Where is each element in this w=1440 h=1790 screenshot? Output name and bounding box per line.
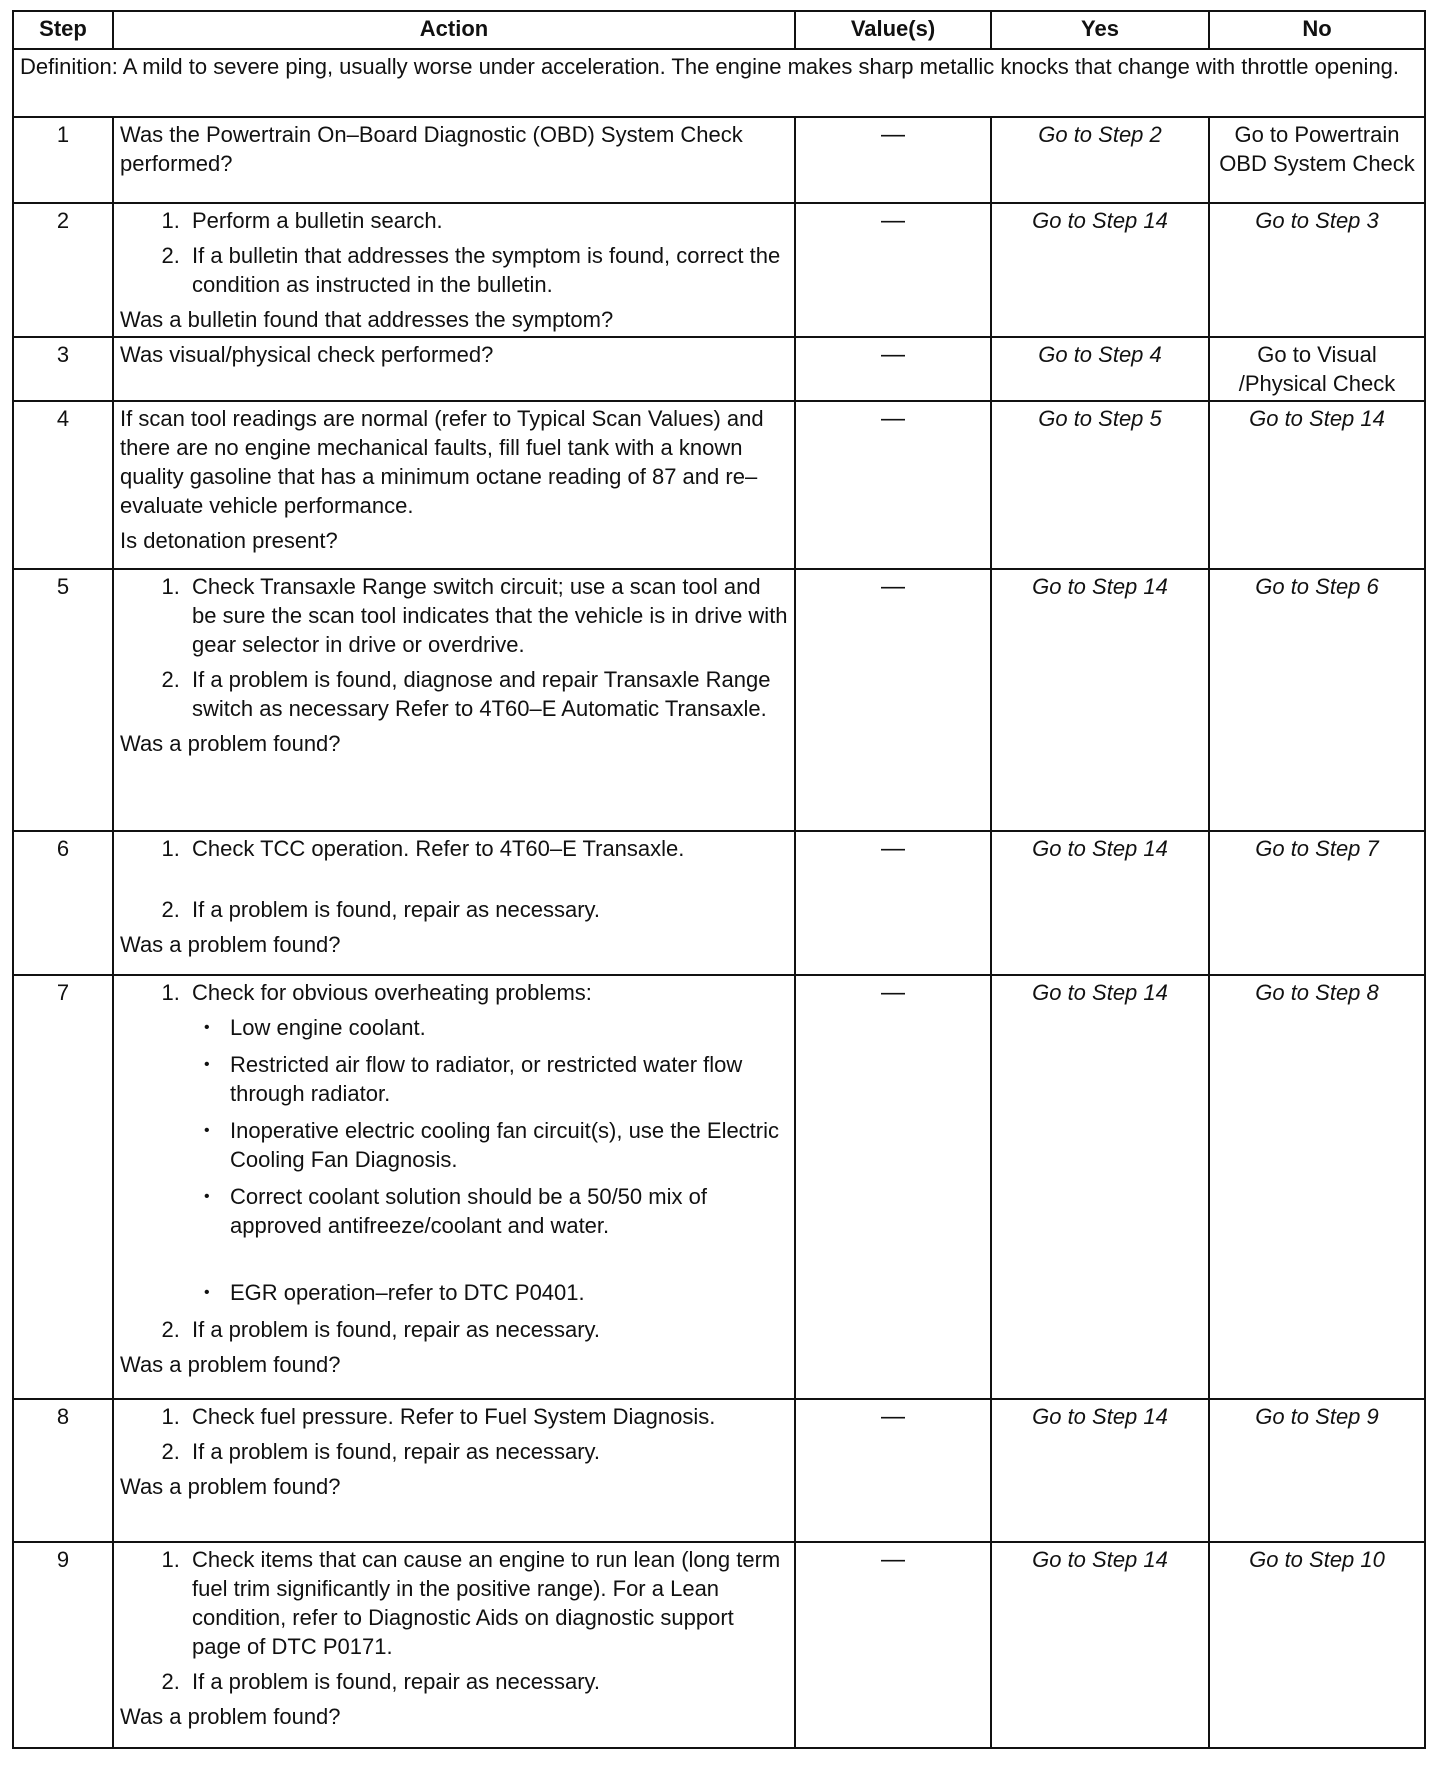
value-cell: — (795, 975, 991, 1399)
action-question: Was a problem found? (120, 1352, 341, 1377)
action-step: 2. If a problem is found, repair as necessary. (186, 1315, 788, 1344)
bullet-list (192, 1013, 788, 1307)
no-cell: Go to Step 3 (1209, 203, 1425, 337)
header-step: Step (13, 11, 113, 49)
value-cell: — (795, 401, 991, 569)
action-step: 2. If a problem is found, diagnose and repair Transaxle Range switch as necessary Refer to 4T60–E Automatic Transaxle. (186, 665, 788, 723)
table-row (13, 401, 1425, 569)
action-steps (120, 1402, 788, 1466)
action-question: Was a bulletin found that addresses the symptom? (120, 307, 614, 332)
action-cell (113, 1542, 795, 1748)
yes-cell: Go to Step 14 (991, 831, 1209, 975)
no-cell: Go to Step 9 (1209, 1399, 1425, 1542)
table-row (13, 1399, 1425, 1542)
value-cell: — (795, 203, 991, 337)
action-question: Is detonation present? (120, 528, 338, 553)
yes-cell: Go to Step 14 (991, 1399, 1209, 1542)
action-step: 1. Check fuel pressure. Refer to Fuel System Diagnosis. (186, 1402, 788, 1431)
step-number: 9 (13, 1542, 113, 1748)
header-yes: Yes (991, 11, 1209, 49)
value-cell: — (795, 117, 991, 203)
step-number: 2 (13, 203, 113, 337)
bullet-item: • Low engine coolant. (226, 1013, 788, 1042)
action-step: 1. Check TCC operation. Refer to 4T60–E Transaxle. (186, 834, 788, 863)
action-steps (120, 978, 788, 1344)
action-cell (113, 975, 795, 1399)
step-number: 5 (13, 569, 113, 831)
action-cell (113, 337, 795, 401)
action-cell (113, 1399, 795, 1542)
action-text: Was the Powertrain On–Board Diagnostic (OBD) System Check performed? (120, 122, 743, 176)
yes-cell: Go to Step 4 (991, 337, 1209, 401)
yes-cell: Go to Step 14 (991, 569, 1209, 831)
action-cell (113, 401, 795, 569)
step-number: 3 (13, 337, 113, 401)
header-values: Value(s) (795, 11, 991, 49)
no-cell: Go to Step 10 (1209, 1542, 1425, 1748)
diagnostic-table (12, 10, 1426, 1749)
table-row (13, 831, 1425, 975)
table-row (13, 569, 1425, 831)
table-row (13, 975, 1425, 1399)
table-row (13, 1542, 1425, 1748)
yes-cell: Go to Step 14 (991, 1542, 1209, 1748)
yes-cell: Go to Step 14 (991, 975, 1209, 1399)
action-cell (113, 569, 795, 831)
action-cell (113, 203, 795, 337)
action-steps (120, 1545, 788, 1696)
bullet-item: • Correct coolant solution should be a 50/50 mix of approved antifreeze/coolant and water. (226, 1182, 788, 1240)
action-step: 1. Check Transaxle Range switch circuit; use a scan tool and be sure the scan tool indicates that the vehicle is in drive with gear selector in drive or overdrive. (186, 572, 788, 659)
header-action: Action (113, 11, 795, 49)
yes-cell: Go to Step 14 (991, 203, 1209, 337)
value-cell: — (795, 569, 991, 831)
bullet-item: • EGR operation–refer to DTC P0401. (226, 1278, 788, 1307)
header-no: No (1209, 11, 1425, 49)
bullet-item: • Inoperative electric cooling fan circuit(s), use the Electric Cooling Fan Diagnosis. (226, 1116, 788, 1174)
value-cell: — (795, 831, 991, 975)
value-cell: — (795, 337, 991, 401)
action-steps (120, 572, 788, 723)
action-cell (113, 831, 795, 975)
header-row (13, 11, 1425, 49)
no-cell: Go to Step 6 (1209, 569, 1425, 831)
yes-cell: Go to Step 5 (991, 401, 1209, 569)
action-step (186, 978, 788, 1307)
action-step: 2. If a problem is found, repair as necessary. (186, 895, 788, 924)
table-row (13, 203, 1425, 337)
action-step-text: Check for obvious overheating problems: (192, 980, 592, 1005)
definition-text: Definition: A mild to severe ping, usually worse under acceleration. The engine makes sharp metallic knocks that change with throttle opening. (13, 49, 1425, 117)
action-steps (120, 206, 788, 299)
table-row (13, 117, 1425, 203)
value-cell: — (795, 1399, 991, 1542)
no-cell: Go to Powertrain OBD System Check (1209, 117, 1425, 203)
no-cell: Go to Step 7 (1209, 831, 1425, 975)
action-step: 2. If a problem is found, repair as necessary. (186, 1667, 788, 1696)
no-cell: Go to Step 8 (1209, 975, 1425, 1399)
definition-row (13, 49, 1425, 117)
action-text: Was visual/physical check performed? (120, 342, 494, 367)
step-number: 7 (13, 975, 113, 1399)
table-row (13, 337, 1425, 401)
action-question: Was a problem found? (120, 1704, 341, 1729)
no-cell: Go to Step 14 (1209, 401, 1425, 569)
action-step: 2. If a problem is found, repair as necessary. (186, 1437, 788, 1466)
action-cell (113, 117, 795, 203)
action-question: Was a problem found? (120, 932, 341, 957)
step-number: 4 (13, 401, 113, 569)
value-cell: — (795, 1542, 991, 1748)
action-step: 1. Check items that can cause an engine to run lean (long term fuel trim significantly in the positive range). For a Lean condition, refer to Diagnostic Aids on diagnostic support page of DTC P0171. (186, 1545, 788, 1661)
bullet-item: • Restricted air flow to radiator, or restricted water flow through radiator. (226, 1050, 788, 1108)
action-text: If scan tool readings are normal (refer to Typical Scan Values) and there are no engine mechanical faults, fill fuel tank with a known quality gasoline that has a minimum octane reading of 87 and re–evaluate vehicle performance. (120, 406, 764, 518)
action-step: 2. If a bulletin that addresses the symptom is found, correct the condition as instructed in the bulletin. (186, 241, 788, 299)
action-question: Was a problem found? (120, 731, 341, 756)
action-question: Was a problem found? (120, 1474, 341, 1499)
step-number: 1 (13, 117, 113, 203)
no-cell: Go to Visual /Physical Check (1209, 337, 1425, 401)
step-number: 6 (13, 831, 113, 975)
yes-cell: Go to Step 2 (991, 117, 1209, 203)
action-steps (120, 834, 788, 924)
action-step: 1. Perform a bulletin search. (186, 206, 788, 235)
step-number: 8 (13, 1399, 113, 1542)
